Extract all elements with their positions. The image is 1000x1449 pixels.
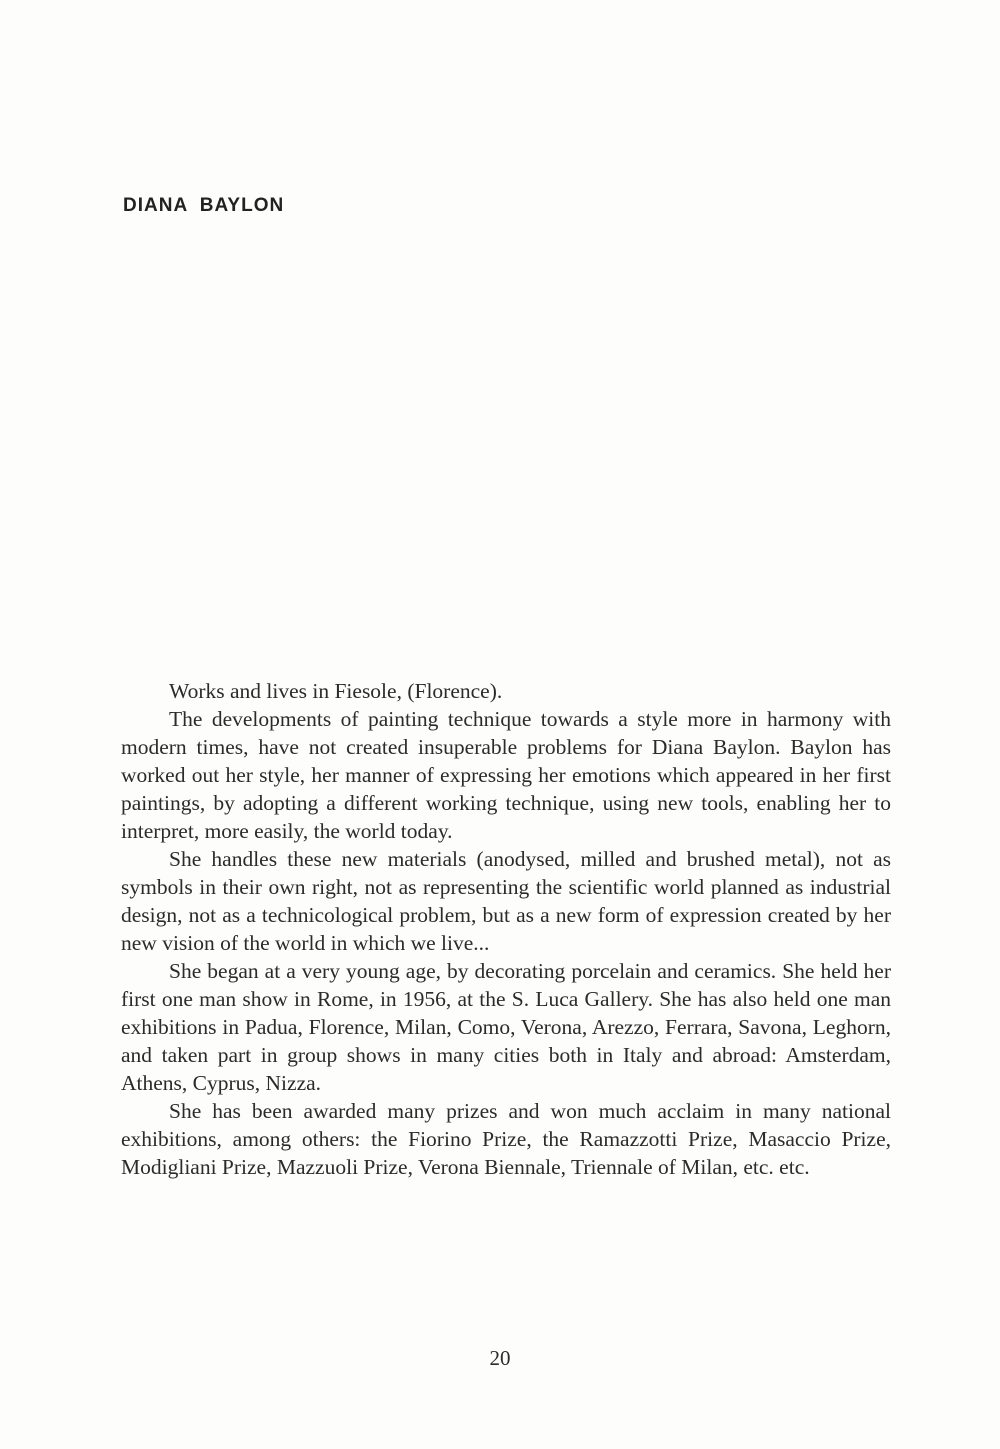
paragraph-residence: Works and lives in Fiesole, (Florence). bbox=[169, 679, 503, 703]
paragraph-technique: The developments of painting technique towards a style more in harmony with modern times, have not created insuperable problems for Diana Baylon. Baylon has worked out her style, her manner of expressing her emotions which appeared in her first paintings, by adopting a different working technique, using new tools, enabling her to interpret, more easily, the world today. bbox=[121, 707, 891, 843]
artist-name-heading: DIANA BAYLON bbox=[123, 195, 285, 216]
biography-body bbox=[121, 677, 891, 1181]
paragraph-materials: She handles these new materials (anodysed, milled and brushed metal), not as symbols in their own right, not as representing the scientific world planned as industrial design, not as a technicological problem, but as a new form of expression created by her new vision of the world in which we live... bbox=[121, 847, 891, 955]
paragraph-exhibitions: She began at a very young age, by decorating porcelain and ceramics. She held her first one man show in Rome, in 1956, at the S. Luca Gallery. She has also held one man exhibitions in Padua, Florence, Milan, Como, Verona, Arezzo, Ferrara, Savona, Leghorn, and taken part in group shows in many cities both in Italy and abroad: Amsterdam, Athens, Cyprus, Nizza. bbox=[121, 959, 891, 1095]
page-number: 20 bbox=[489, 1346, 511, 1370]
paragraph-prizes: She has been awarded many prizes and won much acclaim in many national exhibitions, among others: the Fiorino Prize, the Ramazzotti Prize, Masaccio Prize, Modigliani Prize, Mazzuoli Prize, Verona Biennale, Triennale of Milan, etc. etc. bbox=[121, 1099, 891, 1179]
